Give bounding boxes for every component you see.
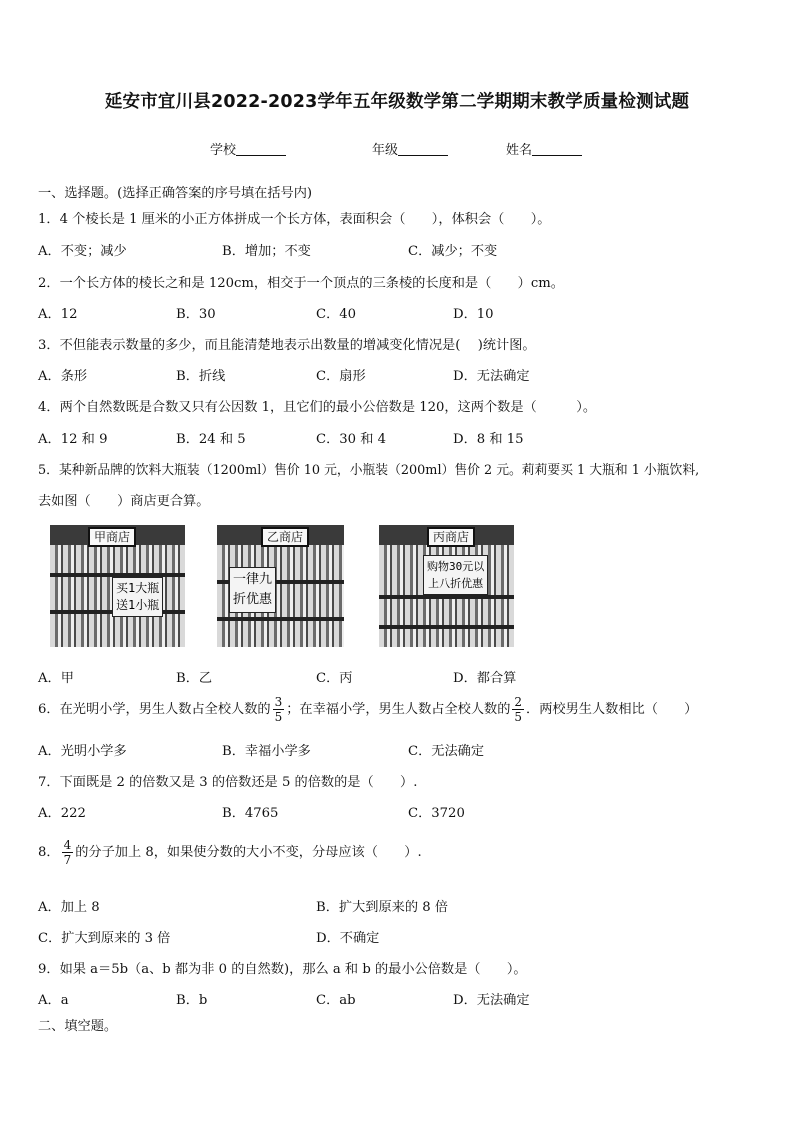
q8-text-pre: 8．: [38, 845, 60, 860]
name-field: [506, 139, 582, 158]
question-3: 3．不但能表示数量的多少，而且能清楚地表示出数量的增减变化情况是( )统计图。: [38, 338, 536, 353]
school-blank: [236, 143, 286, 156]
q8-option-c: C．扩大到原来的 3 倍: [38, 931, 171, 946]
shop-jia-label: 甲商店: [88, 527, 136, 547]
shop-jia-sign-line-1: 买1大瓶: [116, 581, 160, 595]
q2-option-c: C．40: [316, 307, 357, 322]
q9-option-a: A．a: [38, 993, 69, 1008]
q8-option-b: B．扩大到原来的 8 倍: [316, 900, 448, 915]
shop-jia-sign: [112, 577, 163, 617]
question-8: [38, 834, 422, 872]
q4-option-c: C．30 和 4: [316, 432, 387, 447]
q1-option-a: A．不变；减少: [38, 244, 127, 259]
q6-option-c: C．无法确定: [408, 744, 485, 759]
shop-jia-sign-line-2: 送1小瓶: [116, 598, 160, 612]
grade-label: 年级: [372, 143, 399, 158]
shop-bing-rail: [379, 625, 514, 629]
shop-yi-rail: [217, 617, 344, 621]
q9-option-c: C．ab: [316, 993, 356, 1008]
q7-option-b: B．4765: [222, 806, 279, 821]
name-label: 姓名: [506, 143, 533, 158]
shop-bing-photo: [379, 525, 514, 647]
q6-fraction-1-numerator: 3: [274, 695, 283, 709]
shop-yi-sign-line-2: 折优惠: [233, 592, 273, 607]
q6-fraction-2: [512, 696, 524, 723]
q5-option-a: A．甲: [38, 671, 74, 686]
shop-bing-sign-line-2: 上八折优惠: [428, 577, 484, 590]
q8-text-post: 的分子加上 8，如果使分数的大小不变，分母应该（ ）.: [75, 845, 422, 860]
q5-option-b: B．乙: [176, 671, 213, 686]
shop-yi-photo: [217, 525, 344, 647]
q6-text-pre: 6．在光明小学，男生人数占全校人数的: [38, 702, 271, 717]
q8-option-a: A．加上 8: [38, 900, 100, 915]
q8-fraction: [62, 839, 74, 866]
q6-text-mid: ；在幸福小学，男生人数占全校人数的: [286, 702, 511, 717]
q1-option-b: B．增加；不变: [222, 244, 311, 259]
question-5-line-2: 去如图（ ）商店更合算。: [38, 494, 210, 509]
q8-fraction-denominator: 7: [63, 853, 72, 867]
grade-blank: [398, 143, 448, 156]
q9-option-d: D．无法确定: [453, 993, 530, 1008]
question-9: 9．如果 a＝5b（a、b 都为非 0 的自然数)，那么 a 和 b 的最小公倍数是（ ）。: [38, 962, 527, 977]
grade-field: [372, 139, 448, 158]
school-label: 学校: [210, 143, 237, 158]
q3-option-a: A．条形: [38, 369, 88, 384]
question-1: 1．4 个棱长是 1 厘米的小正方体拼成一个长方体，表面积会（ ），体积会（ ）。: [38, 212, 551, 227]
question-6: [38, 693, 697, 727]
shop-jia-photo: [50, 525, 185, 647]
q9-option-b: B．b: [176, 993, 208, 1008]
q6-option-a: A．光明小学多: [38, 744, 127, 759]
question-5-line-1: 5．某种新品牌的饮料大瓶装（1200ml）售价 10 元，小瓶装（200ml）售价 2 元。莉莉要买 1 大瓶和 1 小瓶饮料,: [38, 463, 700, 478]
shop-yi-sign-line-1: 一律九: [233, 572, 273, 587]
school-field: [210, 139, 286, 158]
q2-option-a: A．12: [38, 307, 78, 322]
shop-yi-sign: [229, 567, 276, 613]
name-blank: [532, 143, 582, 156]
q1-option-c: C．减少；不变: [408, 244, 498, 259]
question-7: 7．下面既是 2 的倍数又是 3 的倍数还是 5 的倍数的是（ ）.: [38, 775, 418, 790]
section-2-heading: 二、填空题。: [38, 1019, 118, 1034]
q6-fraction-1-denominator: 5: [274, 710, 283, 724]
page-title: 延安市宜川县2022-2023学年五年级数学第二学期期末教学质量检测试题: [104, 92, 690, 112]
q6-fraction-2-numerator: 2: [514, 695, 523, 709]
q2-option-b: B．30: [176, 307, 216, 322]
q8-fraction-numerator: 4: [63, 838, 72, 852]
q5-option-c: C．丙: [316, 671, 353, 686]
q4-option-a: A．12 和 9: [38, 432, 108, 447]
section-1-heading: 一、选择题。(选择正确答案的序号填在括号内): [38, 186, 313, 201]
q3-option-c: C．扇形: [316, 369, 366, 384]
q7-option-c: C．3720: [408, 806, 465, 821]
shop-yi-label: 乙商店: [261, 527, 309, 547]
q6-text-post: ．两校男生人数相比（ ）: [526, 702, 698, 717]
q4-option-d: D．8 和 15: [453, 432, 524, 447]
q8-option-d: D．不确定: [316, 931, 380, 946]
shop-bing-rail: [379, 595, 514, 599]
q4-option-b: B．24 和 5: [176, 432, 246, 447]
q6-fraction-1: [273, 696, 285, 723]
q3-option-b: B．折线: [176, 369, 226, 384]
shop-bing-label: 丙商店: [427, 527, 475, 547]
q5-option-d: D．都合算: [453, 671, 517, 686]
q6-option-b: B．幸福小学多: [222, 744, 311, 759]
shop-bing-sign: [423, 555, 488, 595]
q6-fraction-2-denominator: 5: [514, 710, 523, 724]
q3-option-d: D．无法确定: [453, 369, 530, 384]
q7-option-a: A．222: [38, 806, 86, 821]
question-4: 4．两个自然数既是合数又只有公因数 1，且它们的最小公倍数是 120，这两个数是（ ）。: [38, 400, 597, 415]
q2-option-d: D．10: [453, 307, 494, 322]
question-2: 2．一个长方体的棱长之和是 120cm，相交于一个顶点的三条棱的长度和是（ ）cm。: [38, 276, 564, 291]
shop-bing-sign-line-1: 购物30元以: [427, 560, 485, 573]
